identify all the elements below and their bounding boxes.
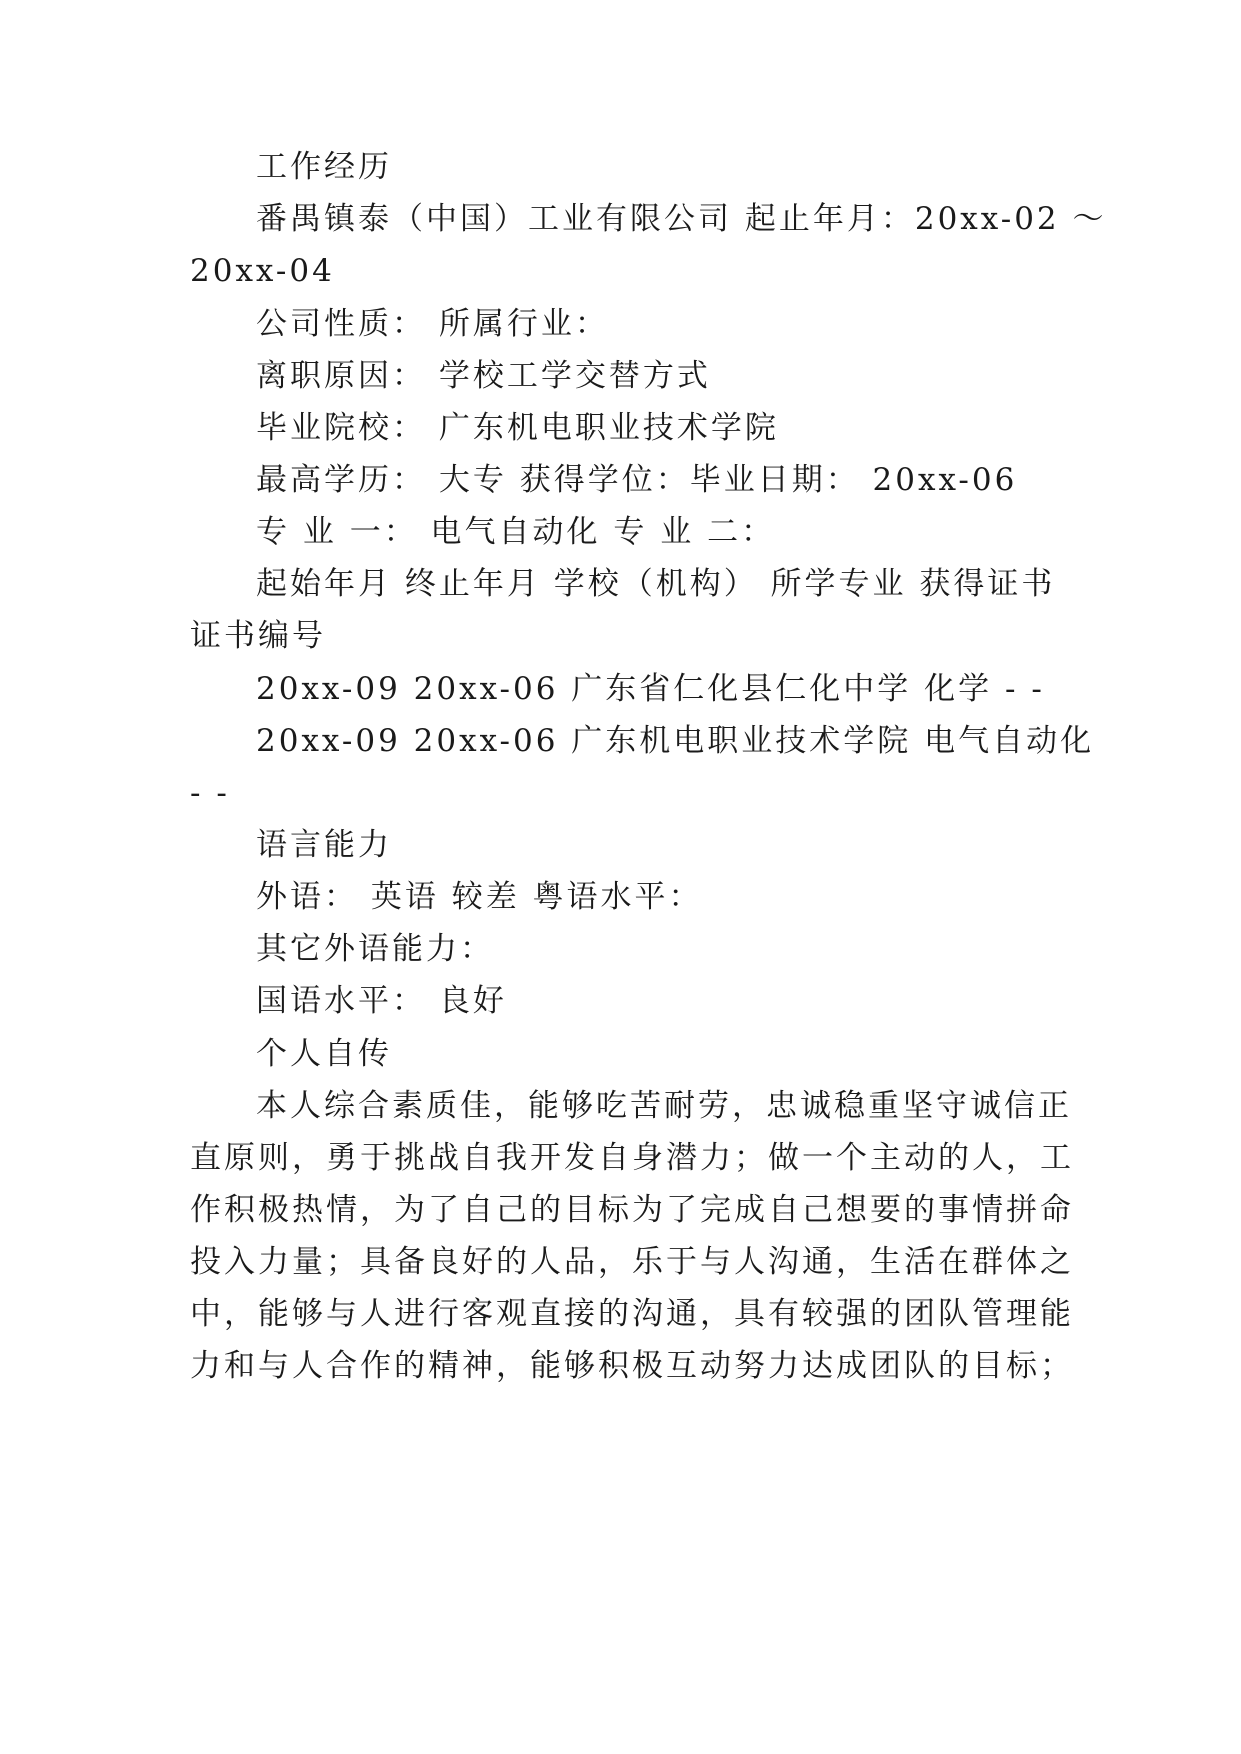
paragraph-line: 直原则，勇于挑战自我开发自身潜力；做一个主动的人，工: [190, 1140, 1074, 1176]
foreign-language-line: 外语： 英语 较差 粤语水平：: [256, 879, 703, 915]
section-heading-autobiography: 个人自传: [256, 1036, 392, 1072]
section-heading-language: 语言能力: [256, 827, 392, 863]
education-line: 最高学历： 大专 获得学位：毕业日期： 20xx-06: [256, 462, 1018, 498]
section-heading-work-experience: 工作经历: [256, 149, 392, 185]
education-table-header-cont: 证书编号: [190, 618, 326, 654]
company-nature-line: 公司性质： 所属行业：: [256, 306, 609, 342]
paragraph-line: 本人综合素质佳，能够吃苦耐劳，忠诚稳重坚守诚信正: [256, 1088, 1072, 1124]
education-table-header: 起始年月 终止年月 学校（机构） 所学专业 获得证书: [256, 566, 1056, 602]
paragraph-line: 中，能够与人进行客观直接的沟通，具有较强的团队管理能: [190, 1296, 1074, 1332]
paragraph-line: 力和与人合作的精神，能够积极互动努力达成团队的目标；: [190, 1348, 1074, 1384]
company-line: 番禺镇泰（中国）工业有限公司 起止年月：20xx-02 ～: [256, 201, 1107, 237]
company-end-date: 20xx-04: [190, 253, 335, 289]
mandarin-line: 国语水平： 良好: [256, 983, 507, 1019]
leave-reason-line: 离职原因： 学校工学交替方式: [256, 358, 711, 394]
major-line: 专 业 一： 电气自动化 专 业 二：: [256, 514, 776, 550]
paragraph-line: 投入力量；具备良好的人品，乐于与人沟通，生活在群体之: [190, 1244, 1074, 1280]
education-row: 20xx-09 20xx-06 广东省仁化县仁化中学 化学 - -: [256, 671, 1045, 707]
other-language-line: 其它外语能力：: [256, 931, 494, 967]
school-line: 毕业院校： 广东机电职业技术学院: [256, 410, 779, 446]
education-row: 20xx-09 20xx-06 广东机电职业技术学院 电气自动化: [256, 723, 1095, 759]
paragraph-line: 作积极热情，为了自己的目标为了完成自己想要的事情拼命: [190, 1192, 1074, 1228]
education-row-cont: - -: [190, 775, 230, 811]
